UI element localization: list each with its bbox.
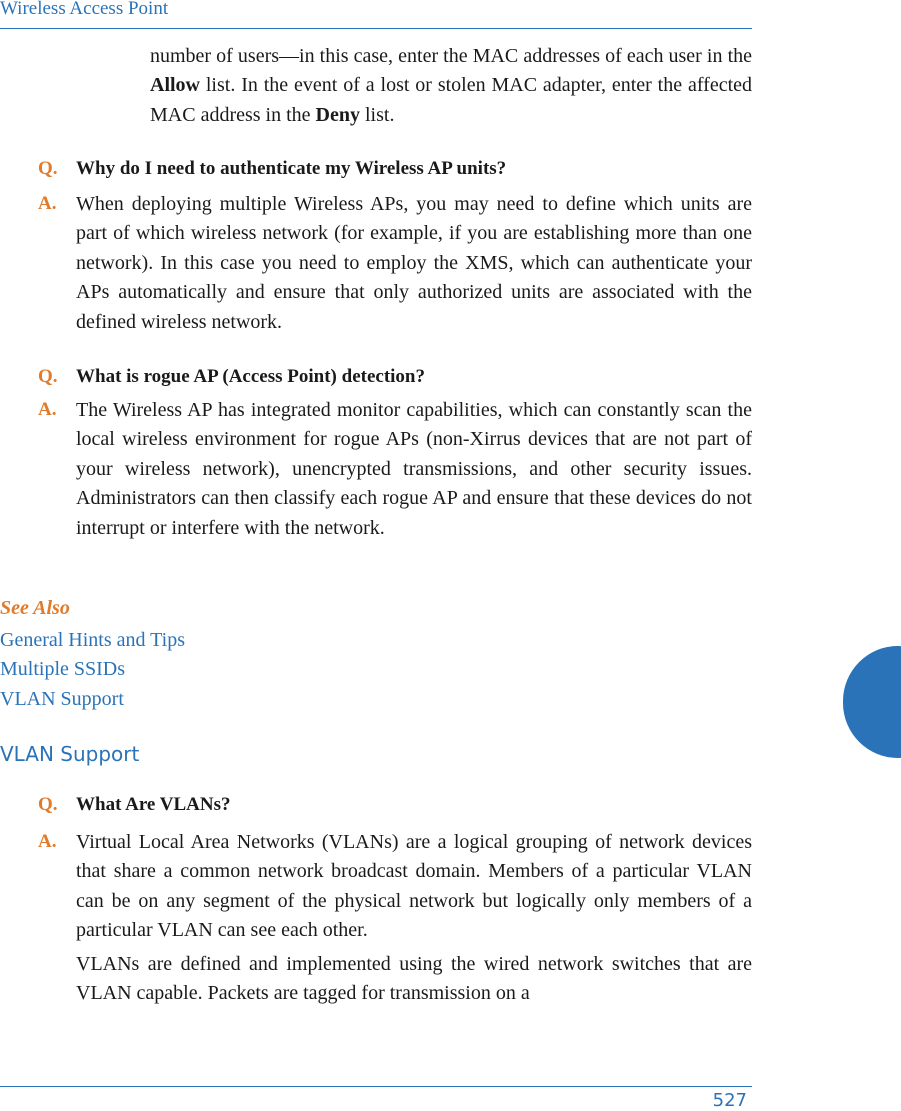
answer-label: A.: [38, 399, 57, 420]
allow-term: Allow: [150, 74, 200, 97]
question-text: What is rogue AP (Access Point) detection?: [76, 366, 425, 387]
answer-label: A.: [38, 193, 57, 214]
question-text: Why do I need to authenticate my Wireless AP units?: [76, 158, 507, 179]
question-text: What Are VLANs?: [76, 794, 231, 815]
answer-text: The Wireless AP has integrated monitor capabilities, which can constantly scan the local wireless environment for rogue APs (non-Xirrus devices that are not part of your wireless network), unencrypted transmissions, and other security issues. Administrators can then classify each rogue AP and ensure that these devices do not interrupt or interfere with the network.: [76, 399, 752, 539]
link-vlan-support[interactable]: VLAN Support: [0, 688, 124, 710]
answer-text-continued: VLANs are defined and implemented using the wired network switches that are VLAN capable. Packets are tagged for transmission on a: [76, 953, 752, 1005]
answer-text: Virtual Local Area Networks (VLANs) are a logical grouping of network devices that share a common network broadcast domain. Members of a particular VLAN can be on any segment of the physical network but logically only members of a particular VLAN can see each other.: [76, 831, 752, 942]
link-general-hints-and-tips[interactable]: General Hints and Tips: [0, 629, 185, 651]
page-number: 527: [712, 1090, 747, 1111]
chapter-tab: [843, 646, 901, 758]
running-header-title: Wireless Access Point: [0, 0, 169, 19]
deny-term: Deny: [315, 103, 360, 126]
footer-rule: [0, 1086, 752, 1087]
question-label: Q.: [38, 158, 58, 179]
section-heading: VLAN Support: [0, 742, 140, 766]
intro-paragraph: number of users—in this case, enter the MAC addresses of each user in the Allow list. In the event of a lost or stolen MAC adapter, enter the affected MAC address in the Deny list.: [150, 45, 752, 126]
link-multiple-ssids[interactable]: Multiple SSIDs: [0, 658, 126, 680]
answer-text: When deploying multiple Wireless APs, you may need to define which units are part of which wireless network (for example, if you are establishing more than one network). In this case you need to employ the XMS, which can authenticate your APs automatically and ensure that only authorized units are associated with the defined wireless network.: [76, 193, 752, 333]
question-label: Q.: [38, 794, 58, 815]
question-label: Q.: [38, 366, 58, 387]
answer-label: A.: [38, 831, 57, 852]
running-header: [0, 0, 752, 29]
see-also-heading: See Also: [0, 597, 70, 619]
